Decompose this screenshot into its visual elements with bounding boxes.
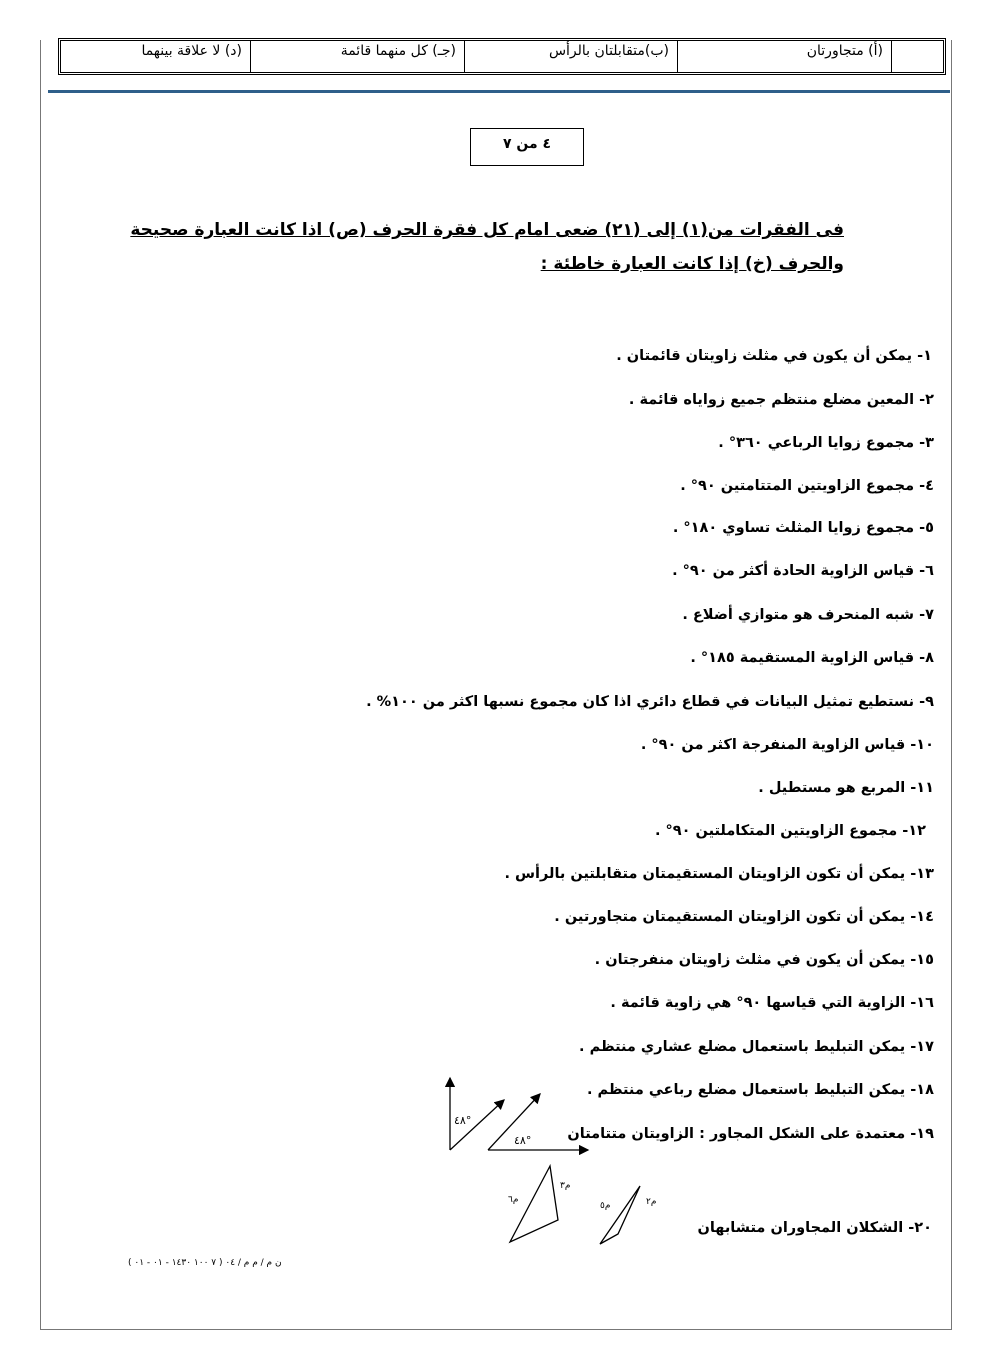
option-d: (د) لا علاقة بينهما [141,43,242,59]
question-2: ٢- المعين مضلع منتظم جميع زواياه قائمة . [628,392,934,408]
fig20-right-label-top: م٢ [646,1197,657,1207]
figure-19-angles [440,1072,590,1157]
question-12: ١٢- مجموع الزاويتين المتكاملتين ٩٠° . [654,823,926,839]
section-divider [48,90,950,93]
option-a: (أ) متجاورتان [677,41,891,72]
figure-20-triangles [500,1158,670,1250]
question-19: ١٩- معتمدة على الشكل المجاور : الزاويتان متتامتان [567,1126,934,1142]
question-15: ١٥- يمكن أن يكون في مثلث زاويتان منفرجتان . [594,952,934,968]
option-b: (ب)متقابلتان بالرأس [464,41,677,72]
question-17: ١٧- يمكن التبليط باستعمال مضلع عشاري منتظم . [579,1039,934,1055]
fig20-left-label-side: م٦ [508,1195,519,1205]
question-8: ٨- قياس الزاوية المستقيمة ١٨٥° . [690,650,934,666]
fig20-right-label-side: م٥ [600,1201,611,1211]
footer-code: ن م / م م / ٠٤ ( ٧ ١٠٠ ١٤٣٠ - ٠١ - ٠١ ) [128,1258,282,1268]
instructions-line-1: فى الفقرات من(١) إلى (٢١) ضعى امام كل فقرة الحرف (ص) اذا كانت العبارة صحيحة [130,220,844,240]
question-11: ١١- المربع هو مستطيل . [758,780,934,796]
option-c: (جـ) كل منهما قائمة [250,41,464,72]
question-5: ٥- مجموع زوايا المثلث تساوي ١٨٠° . [672,520,934,536]
question-16: ١٦- الزاوية التي قياسها ٩٠° هي زاوية قائمة . [610,995,934,1011]
page-indicator: ٤ من ٧ [470,128,584,166]
question-7: ٧- شبه المنحرف هو متوازي أضلاع . [682,607,934,623]
question-1: ١- يمكن أن يكون في مثلث زاويتان قائمتان . [616,348,932,364]
question-14: ١٤- يمكن أن تكون الزاويتان المستقيمتان متجاورتين . [554,909,934,925]
question-4: ٤- مجموع الزاويتين المتتامتين ٩٠° . [680,478,934,494]
question-6: ٦- قياس الزاوية الحادة أكثر من ٩٠° . [672,563,934,579]
fig19-angle-label-2: ٤٨° [514,1134,532,1147]
question-10: ١٠- قياس الزاوية المنفرجة اكثر من ٩٠° . [640,737,934,753]
fig20-left-label-top: م٣ [560,1181,571,1191]
options-label-cell [891,41,943,72]
answer-options-row [58,38,946,75]
question-20: ٢٠- الشكلان المجاوران متشابهان [697,1220,932,1236]
instructions-line-2: والحرف (خ) إذا كانت العبارة خاطئة : [540,254,844,274]
question-3: ٣- مجموع زوايا الرباعي ٣٦٠° . [718,435,934,451]
fig19-angle-label-1: ٤٨° [454,1114,472,1127]
question-9: ٩- نستطيع تمثيل البيانات في قطاع دائري اذا كان مجموع نسبها اكثر من ١٠٠% . [366,694,934,710]
question-18: ١٨- يمكن التبليط باستعمال مضلع رباعي منتظم . [586,1082,934,1098]
question-13: ١٣- يمكن أن تكون الزاويتان المستقيمتان متقابلتين بالرأس . [504,866,934,882]
fig20-triangle-right [600,1186,640,1244]
